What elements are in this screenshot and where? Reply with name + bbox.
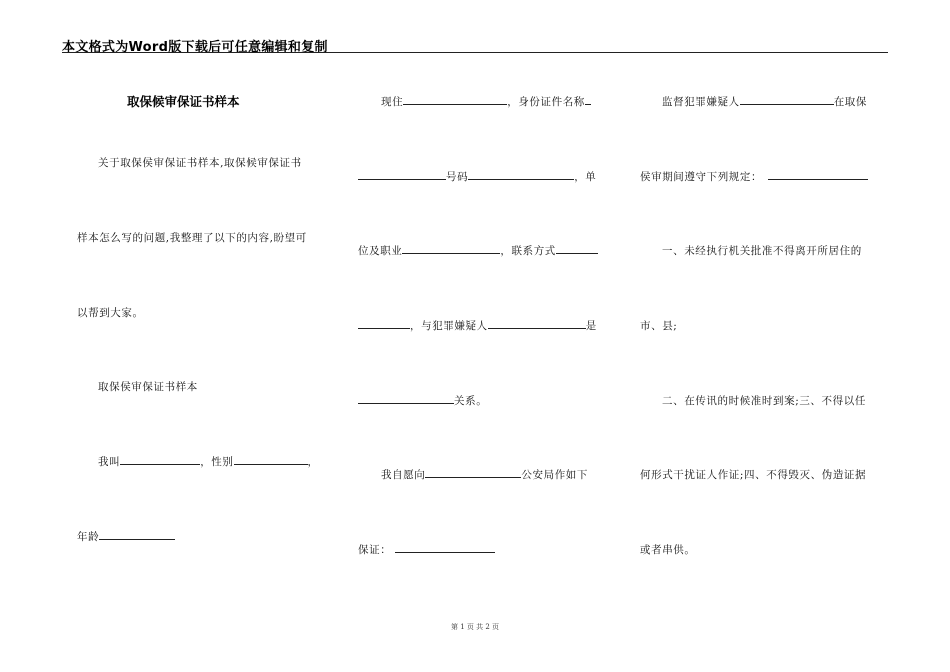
form-line-bureau — [381, 467, 588, 482]
suspect-blank[interactable] — [740, 94, 834, 105]
rule-item: 市、县; — [640, 320, 678, 332]
address-blank[interactable] — [403, 94, 507, 105]
form-label: 保证： — [358, 544, 392, 556]
form-label: ，联系方式 — [500, 245, 556, 257]
paragraph-line: 关于取保侯审保证书样本,取保候审保证书 — [98, 157, 302, 169]
page-number: 第 1 页 共 2 页 — [450, 623, 500, 631]
paragraph-line: 以帮到大家。 — [77, 307, 144, 319]
document-title: 取保候审保证书样本 — [127, 94, 240, 109]
phone-blank[interactable] — [556, 243, 598, 254]
name-blank[interactable] — [120, 454, 200, 465]
form-label: 我自愿向 — [381, 469, 426, 481]
gender-blank[interactable] — [234, 454, 308, 465]
form-line-id-number — [358, 169, 596, 184]
form-label: 关系。 — [454, 395, 488, 407]
paragraph-line: 样本怎么写的问题,我整理了以下的内容,盼望可 — [77, 232, 307, 244]
section-heading: 取保侯审保证书样本 — [98, 381, 198, 393]
form-line-name-gender — [98, 454, 319, 469]
rules-blank[interactable] — [768, 169, 868, 180]
rule-item: 一、未经执行机关批准不得离开所居住的 — [662, 245, 862, 257]
form-line-relationship — [358, 393, 487, 408]
form-line-guarantee — [358, 542, 495, 557]
id-type-blank[interactable] — [585, 94, 591, 105]
form-label: 公安局作如下 — [521, 469, 589, 481]
id-type-cont-blank[interactable] — [358, 169, 446, 180]
form-line-address — [381, 94, 591, 109]
form-label: 是 — [585, 320, 597, 332]
form-label: 现住 — [381, 96, 404, 108]
rule-item: 或者串供。 — [640, 544, 696, 556]
rule-item: 何形式干扰证人作证;四、不得毁灭、伪造证据 — [640, 469, 867, 481]
form-label: ， — [307, 456, 319, 468]
occupation-blank[interactable] — [402, 243, 500, 254]
form-label: 监督犯罪嫌疑人 — [662, 96, 740, 108]
form-line-rules — [640, 169, 868, 184]
bureau-blank[interactable] — [425, 467, 521, 478]
document-header: 本文格式为Word版下载后可任意编辑和复制 — [62, 40, 328, 55]
form-line-relation — [358, 318, 597, 333]
form-line-occupation — [358, 243, 598, 258]
header-divider — [62, 52, 888, 53]
form-label: ，与犯罪嫌疑人 — [410, 320, 488, 332]
form-line-age — [77, 529, 175, 544]
form-label: 号码 — [446, 171, 469, 183]
age-blank[interactable] — [99, 529, 175, 540]
suspect-name-blank[interactable] — [488, 318, 586, 329]
guarantor-blank[interactable] — [395, 542, 495, 553]
form-label: ，身份证件名称 — [507, 96, 585, 108]
form-line-supervise — [662, 94, 867, 109]
form-label: 我叫 — [98, 456, 121, 468]
form-label: 侯审期间遵守下列规定： — [640, 171, 763, 183]
phone-cont-blank[interactable] — [358, 318, 410, 329]
id-number-blank[interactable] — [468, 169, 574, 180]
relationship-blank[interactable] — [358, 393, 454, 404]
form-label: ，单 — [574, 171, 597, 183]
form-label: ，性别 — [200, 456, 234, 468]
form-label: 在取保 — [833, 96, 868, 108]
form-label: 位及职业 — [358, 245, 403, 257]
rule-item: 二、在传讯的时候准时到案;三、不得以任 — [662, 395, 866, 407]
form-label: 年龄 — [77, 531, 100, 543]
